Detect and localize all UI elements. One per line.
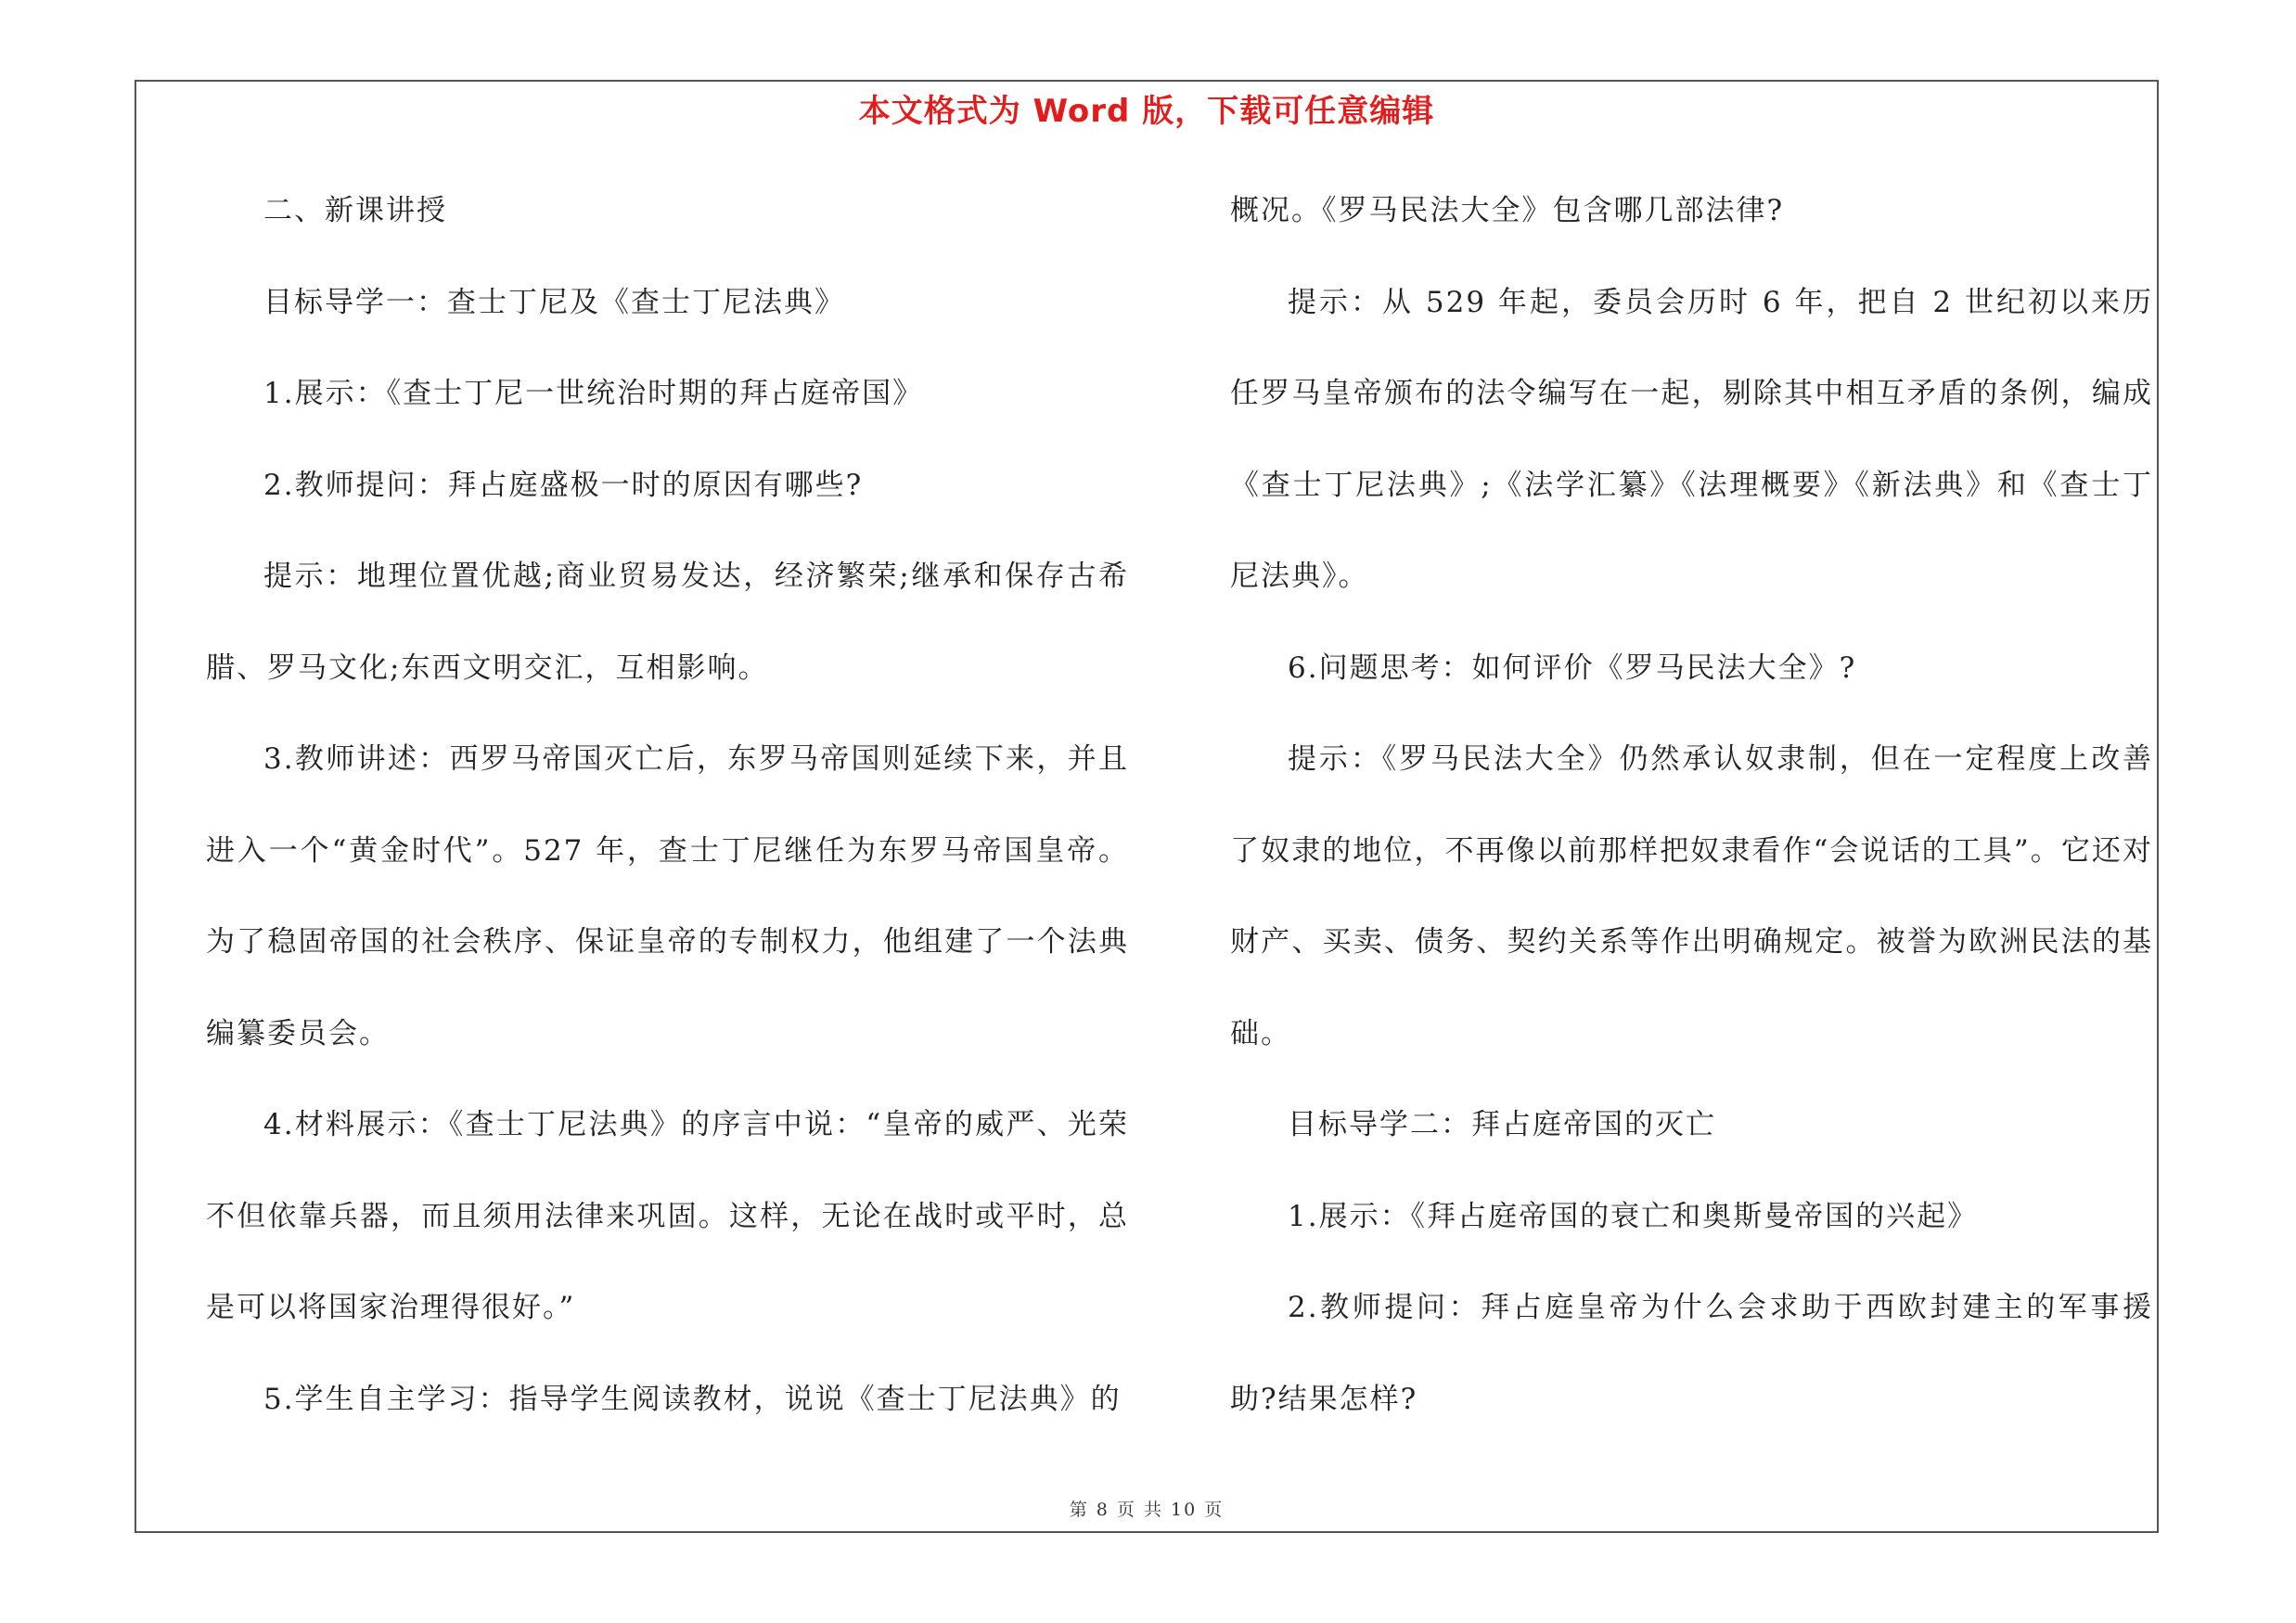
paragraph-continuation: 概况。《罗马民法大全》包含哪几部法律?	[1230, 194, 1785, 227]
paragraph: 2.教师提问：拜占庭盛极一时的原因有哪些?	[263, 468, 864, 502]
paragraph: 5.学生自主学习：指导学生阅读教材，说说《查士丁尼法典》的	[263, 1382, 1122, 1416]
paragraph: 提示：《罗马民法大全》仍然承认奴隶制，但在一定程度上改善了奴隶的地位，不再像以前那样把奴隶看作“会说话的工具”。它还对财产、买卖、债务、契约关系等作出明确规定。被誉为欧洲民法的基础。	[1230, 742, 2153, 1050]
goal-heading: 目标导学二：拜占庭帝国的灭亡	[1288, 1108, 1716, 1141]
section-heading: 二、新课讲授	[263, 194, 447, 227]
paragraph: 3.教师讲述：西罗马帝国灭亡后，东罗马帝国则延续下来，并且进入一个“黄金时代”。527 年，查士丁尼继任为东罗马帝国皇帝。为了稳固帝国的社会秩序、保证皇帝的专制权力，他组建了一个法典编纂委员会。	[206, 742, 1129, 1050]
right-column	[1230, 165, 2153, 1445]
word-format-banner: 本文格式为 Word 版，下载可任意编辑	[858, 93, 1435, 130]
paragraph: 1.展示：《拜占庭帝国的衰亡和奥斯曼帝国的兴起》	[1288, 1199, 1979, 1233]
paragraph: 提示：从 529 年起，委员会历时 6 年，把自 2 世纪初以来历任罗马皇帝颁布的法令编写在一起，剔除其中相互矛盾的条例，编成《查士丁尼法典》;《法学汇纂》《法理概要》《新法典》和《查士丁尼法典》。	[1230, 285, 2153, 593]
paragraph: 1.展示：《查士丁尼一世统治时期的拜占庭帝国》	[263, 377, 924, 410]
left-column	[206, 165, 1129, 1445]
paragraph: 2.教师提问：拜占庭皇帝为什么会求助于西欧封建主的军事援助?结果怎样?	[1230, 1291, 2153, 1416]
paragraph: 6.问题思考：如何评价《罗马民法大全》?	[1288, 650, 1857, 685]
paragraph: 4.材料展示：《查士丁尼法典》的序言中说：“皇帝的威严、光荣不但依靠兵器，而且须用法律来巩固。这样，无论在战时或平时，总是可以将国家治理得很好。”	[206, 1108, 1129, 1324]
paragraph: 提示：地理位置优越;商业贸易发达，经济繁荣;继承和保存古希腊、罗马文化;东西文明交汇，互相影响。	[206, 560, 1129, 685]
page-number-footer: 第 8 页 共 10 页	[1069, 1500, 1225, 1520]
goal-heading: 目标导学一：查士丁尼及《查士丁尼法典》	[263, 285, 845, 319]
